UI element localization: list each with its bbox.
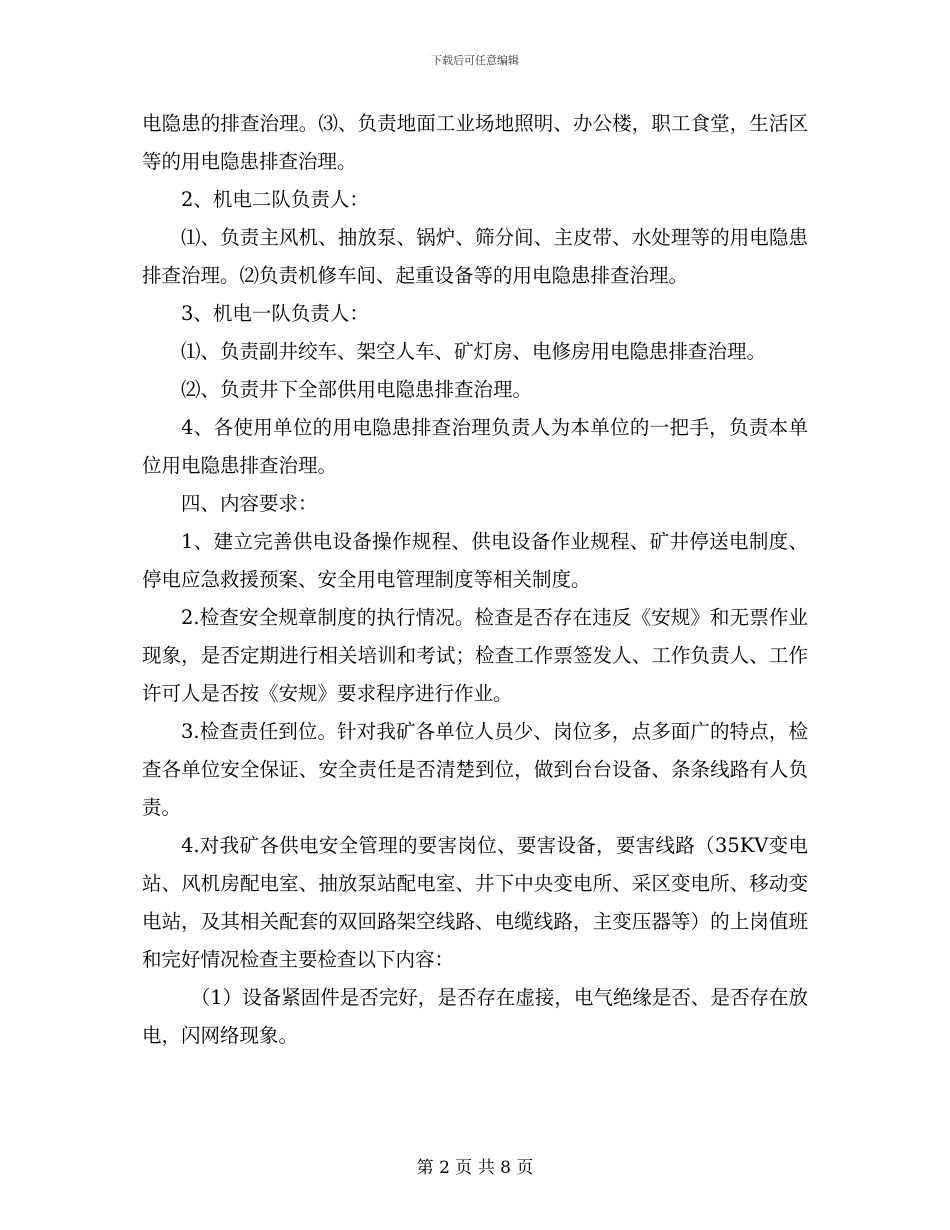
paragraph: 3.检查责任到位。针对我矿各单位人员少、岗位多，点多面广的特点，检查各单位安全保证、安全责任是否清楚到位，做到台台设备、条条线路有人负责。 [142, 720, 808, 819]
paragraph: 电隐患的排查治理。⑶、负责地面工业场地照明、办公楼，职工食堂，生活区等的用电隐患排查治理。 [142, 112, 808, 173]
paragraph: （1）设备紧固件是否完好，是否存在虚接，电气绝缘是否、是否存在放电，闪网络现象。 [142, 986, 808, 1047]
page-header: 下载后可任意编辑 [431, 54, 519, 67]
section-heading: 四、内容要求： [181, 492, 318, 515]
paragraph: ⑵、负责井下全部供用电隐患排查治理。 [181, 378, 533, 401]
paragraph: 2、机电二队负责人： [181, 188, 369, 211]
document-body [142, 105, 808, 1055]
paragraph: 2.检查安全规章制度的执行情况。检查是否存在违反《安规》和无票作业现象，是否定期进行相关培训和考试；检查工作票签发人、工作负责人、工作许可人是否按《安规》要求程序进行作业。 [142, 606, 808, 705]
paragraph: 3、机电一队负责人： [181, 302, 369, 325]
paragraph: ⑴、负责副井绞车、架空人车、矿灯房、电修房用电隐患排查治理。 [181, 340, 767, 363]
paragraph: 1、建立完善供电设备操作规程、供电设备作业规程、矿井停送电制度、停电应急救援预案、安全用电管理制度等相关制度。 [142, 530, 808, 591]
page-footer: 第 2 页 共 8 页 [416, 1158, 534, 1178]
paragraph: 4.对我矿各供电安全管理的要害岗位、要害设备，要害线路（35KV变电站、风机房配电室、抽放泵站配电室、井下中央变电所、采区变电所、移动变电站，及其相关配套的双回路架空线路、电缆线路，主变压器等）的上岗值班和完好情况检查主要检查以下内容： [142, 834, 808, 971]
paragraph: ⑴、负责主风机、抽放泵、锅炉、筛分间、主皮带、水处理等的用电隐患排查治理。⑵负责机修车间、起重设备等的用电隐患排查治理。 [142, 226, 808, 287]
paragraph: 4、各使用单位的用电隐患排查治理负责人为本单位的一把手，负责本单位用电隐患排查治理。 [142, 416, 808, 477]
